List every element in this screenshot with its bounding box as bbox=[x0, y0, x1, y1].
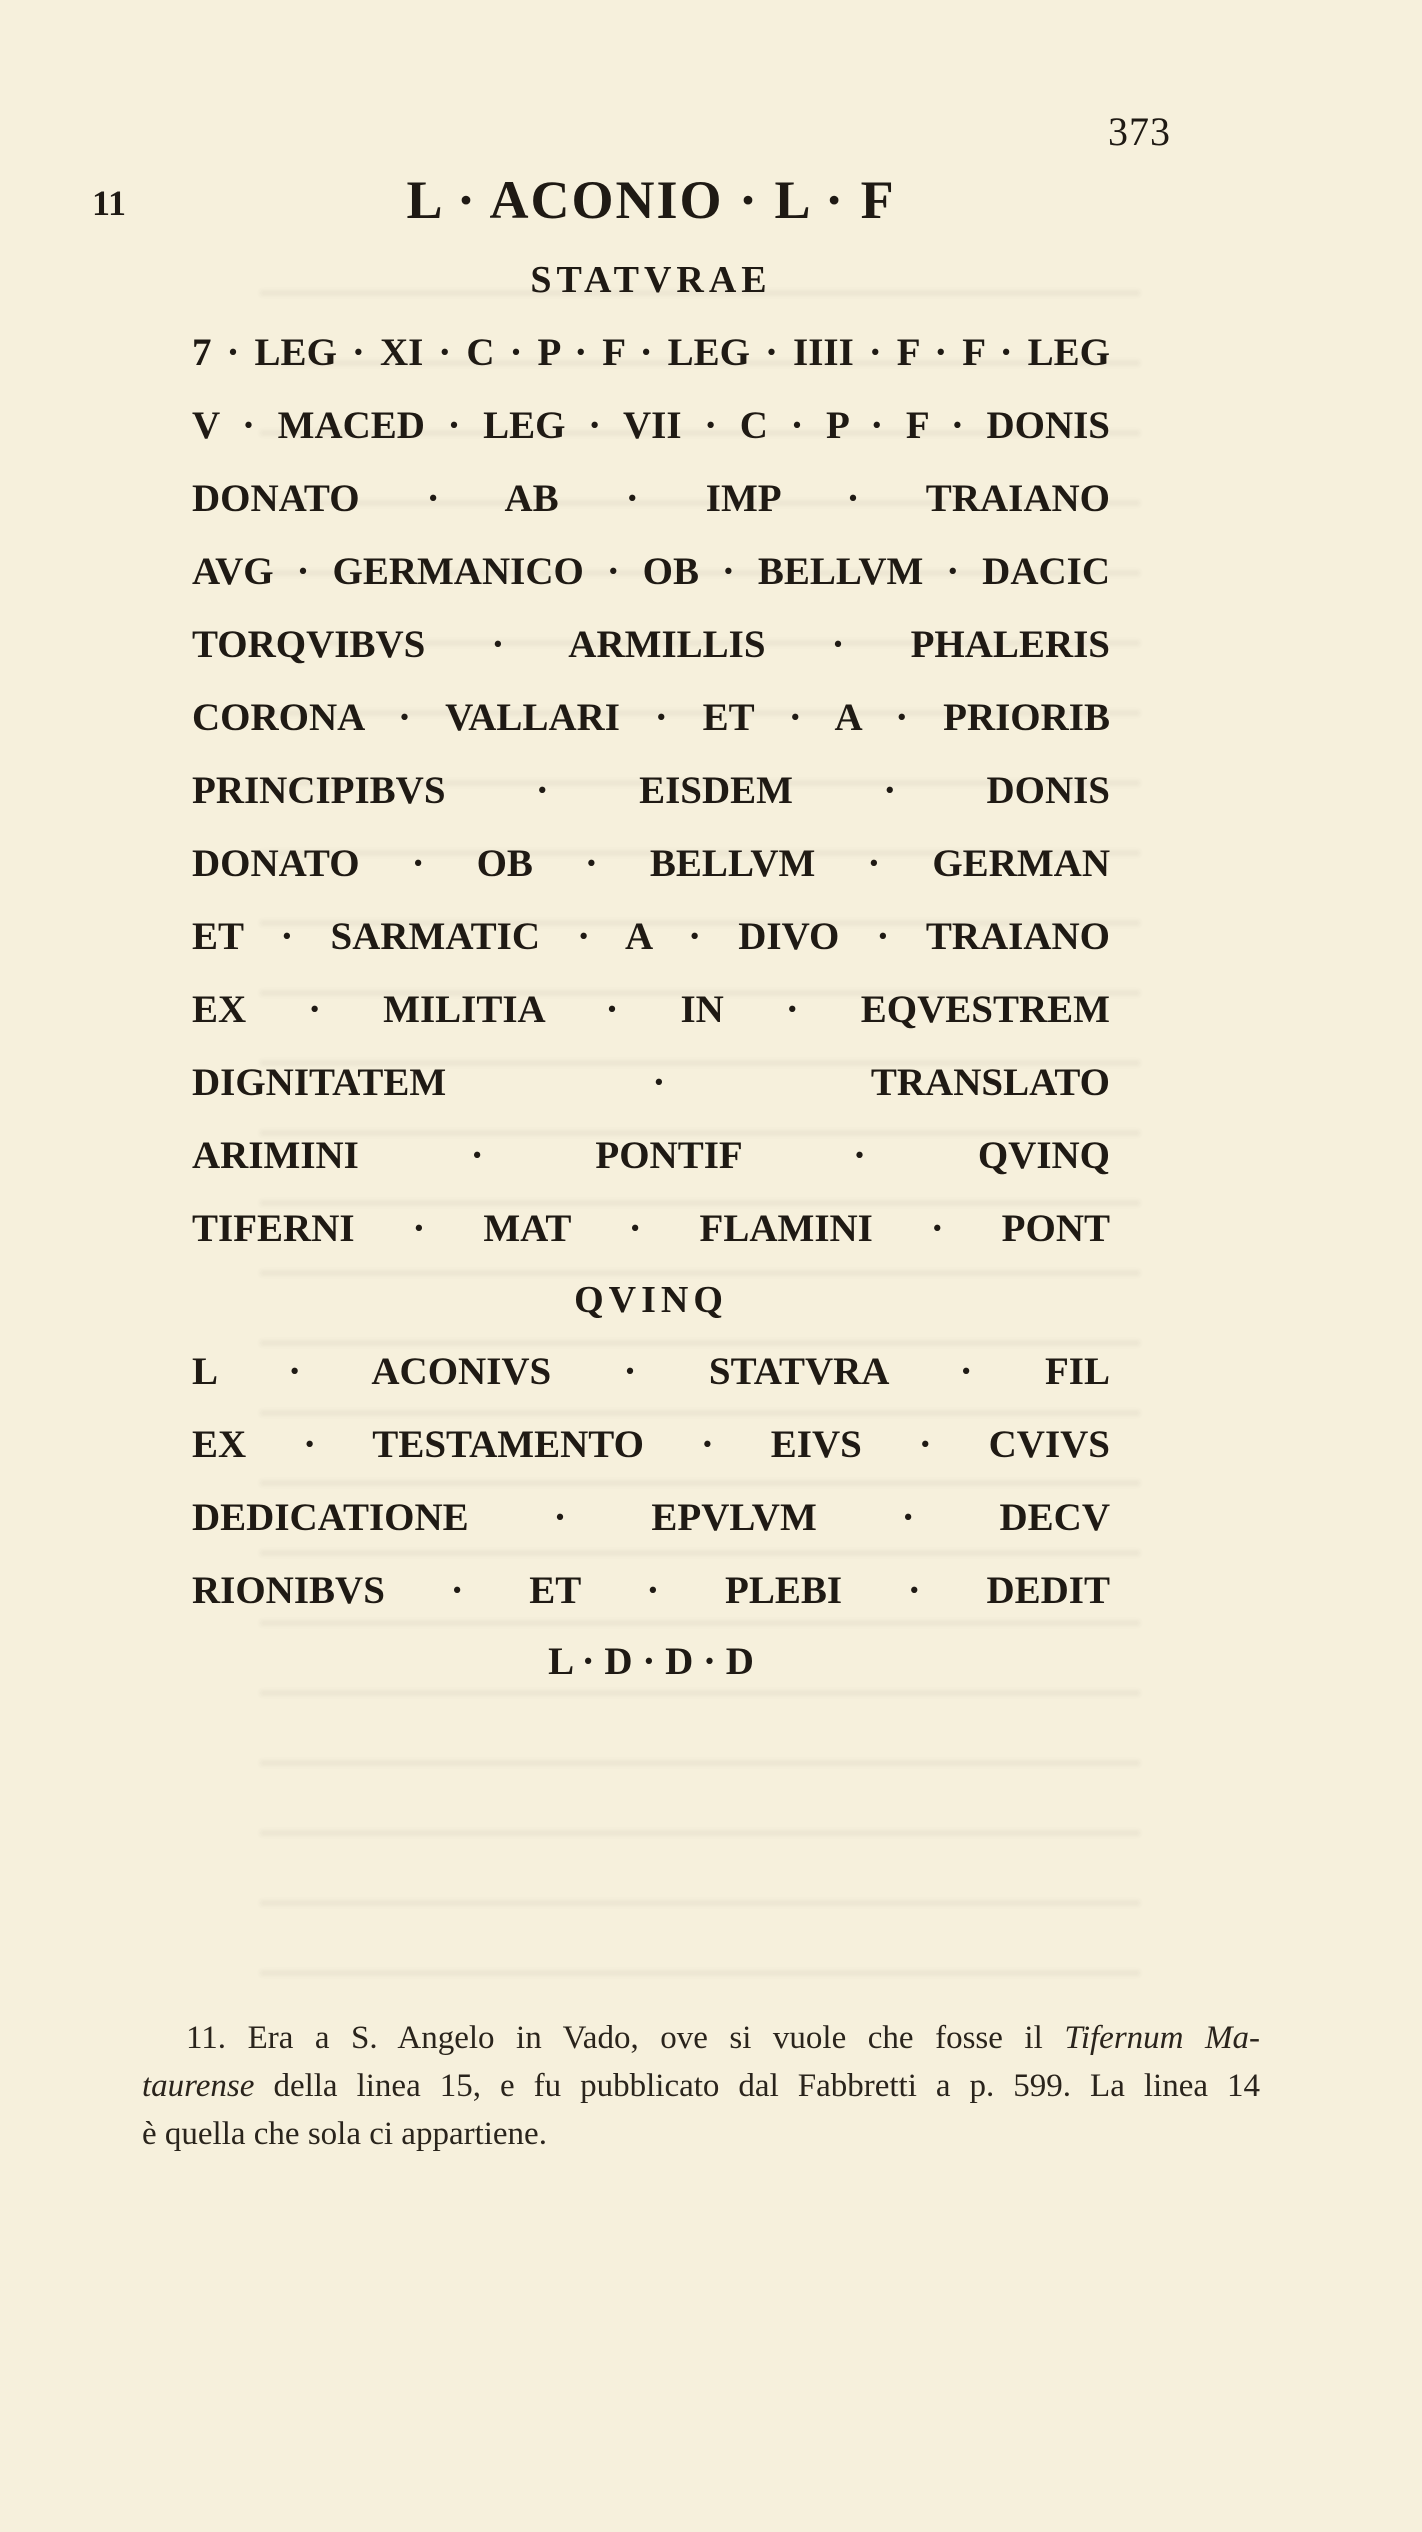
inscription-line: 7 · LEG · XI · C · P · F · LEG · IIII · F · F · LEG bbox=[192, 331, 1110, 374]
inscription-line: V · MACED · LEG · VII · C · P · F · DONIS bbox=[192, 404, 1110, 447]
inscription-line: DEDICATIONE · EPVLVM · DECV bbox=[192, 1496, 1110, 1539]
inscription-line: DIGNITATEM · TRANSLATO bbox=[192, 1061, 1110, 1104]
footnote-italic-text: taurense bbox=[142, 2068, 255, 2104]
inscription-line: STATVRAE bbox=[530, 259, 772, 301]
inscription-line: CORONA · VALLARI · ET · A · PRIORIB bbox=[192, 696, 1110, 739]
inscription-line: L · D · D · D bbox=[548, 1640, 754, 1683]
inscription-line: TORQVIBVS · ARMILLIS · PHALERIS bbox=[192, 623, 1110, 666]
inscription-line: DONATO · AB · IMP · TRAIANO bbox=[192, 477, 1110, 520]
inscription-line: QVINQ bbox=[574, 1279, 728, 1321]
inscription-line: AVG · GERMANICO · OB · BELLVM · DACIC bbox=[192, 550, 1110, 593]
footnote-number: 11. bbox=[186, 2020, 227, 2056]
inscription-line: EX · TESTAMENTO · EIVS · CVIVS bbox=[192, 1423, 1110, 1466]
footnote-text: della linea 15, e fu pubblicato dal Fabbretti a p. 599. La linea 14 bbox=[273, 2068, 1260, 2104]
inscription-line: EX · MILITIA · IN · EQVESTREM bbox=[192, 988, 1110, 1031]
footnote-line: è quella che sola ci appartiene. bbox=[142, 2116, 547, 2152]
inscription-line: RIONIBVS · ET · PLEBI · DEDIT bbox=[192, 1569, 1110, 1612]
footnote-line bbox=[142, 2062, 1260, 2110]
inscription-line: TIFERNI · MAT · FLAMINI · PONT bbox=[192, 1207, 1110, 1250]
footnote-italic-text: Tifernum Ma- bbox=[1064, 2020, 1261, 2056]
footnote-line bbox=[142, 2014, 1260, 2062]
inscription-line: PRINCIPIBVS · EISDEM · DONIS bbox=[192, 769, 1110, 812]
inscription-line: ARIMINI · PONTIF · QVINQ bbox=[192, 1134, 1110, 1177]
inscription-number: 11 bbox=[92, 183, 127, 223]
inscription-line: ET · SARMATIC · A · DIVO · TRAIANO bbox=[192, 915, 1110, 958]
inscription-line: DONATO · OB · BELLVM · GERMAN bbox=[192, 842, 1110, 885]
inscription-title: L · ACONIO · L · F bbox=[406, 170, 896, 230]
inscription-line: L · ACONIVS · STATVRA · FIL bbox=[192, 1350, 1110, 1393]
footnote bbox=[142, 2014, 1260, 2158]
page-number: 373 bbox=[1108, 109, 1171, 154]
footnote-text: Era a S. Angelo in Vado, ove si vuole che fosse il bbox=[247, 2020, 1043, 2056]
